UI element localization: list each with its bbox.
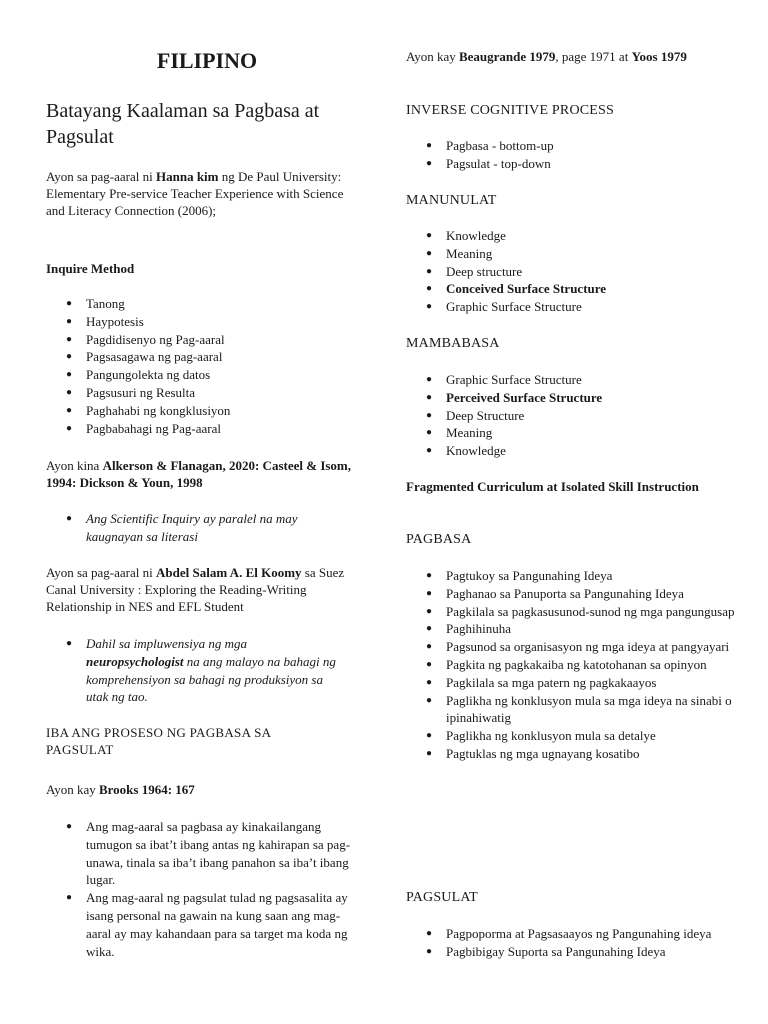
bullet-icon: ● bbox=[66, 315, 73, 327]
inverse-cognitive-heading: INVERSE COGNITIVE PROCESS bbox=[406, 103, 615, 118]
mambabasa-heading: MAMBABASA bbox=[406, 336, 500, 351]
list-item: ● Pagkilala sa pagkasusunod-sunod ng mga pangungusap bbox=[426, 603, 735, 619]
list-item: ● Pagbabahagi ng Pag-aaral bbox=[66, 420, 222, 436]
bullet-icon: ● bbox=[66, 404, 73, 416]
pagbasa-list bbox=[406, 567, 736, 763]
bullet-icon: ● bbox=[426, 730, 433, 742]
bullet-icon: ● bbox=[426, 427, 433, 439]
manunulat-list bbox=[406, 227, 736, 316]
intro-paragraph-hanna-kim: Ayon sa pag-aaral ni Hanna kim ng De Paul University: Elementary Pre-service Teacher Experience with Science and Literacy Connection (2006); bbox=[46, 169, 344, 218]
author-name: Hanna kim bbox=[156, 169, 219, 184]
bullet-icon: ● bbox=[426, 374, 433, 385]
citation-authors: Alkerson & Flanagan, 2020: Casteel & Isom, 1994: Dickson & Youn, 1998 bbox=[46, 458, 352, 490]
list-item: ● Pagtukoy sa Pangunahing Ideya bbox=[426, 568, 613, 583]
paragraph-beaugrande: Ayon kay Beaugrande 1979, page 1971 at Yoos 1979 bbox=[406, 49, 687, 64]
list-item: ● Pagsunod sa organisasyon ng mga ideya at pangyayari bbox=[426, 639, 730, 655]
list-item: ● Knowledge bbox=[426, 228, 506, 243]
pagbasa-heading: PAGBASA bbox=[406, 532, 472, 547]
list-item: ● Tanong bbox=[66, 296, 125, 311]
bullet-icon: ● bbox=[66, 422, 73, 434]
bullet-icon: ● bbox=[426, 265, 433, 277]
bullet-icon: ● bbox=[66, 333, 73, 345]
scientific-inquiry-list bbox=[46, 510, 356, 546]
list-item: ● Pagtuklas ng mga ugnayang kosatibo bbox=[426, 745, 640, 761]
bullet-icon: ● bbox=[66, 369, 73, 381]
list-item: ● Deep Structure bbox=[426, 407, 525, 423]
bullet-icon: ● bbox=[426, 623, 433, 635]
bullet-icon: ● bbox=[426, 409, 433, 421]
bullet-icon: ● bbox=[66, 892, 73, 904]
list-item: ● Graphic Surface Structure bbox=[426, 372, 582, 387]
bullet-icon: ● bbox=[426, 445, 433, 457]
bullet-icon: ● bbox=[426, 140, 433, 151]
list-item: ● Knowledge bbox=[426, 443, 506, 459]
list-item: ● Meaning bbox=[426, 245, 493, 261]
list-item: ● Pagdidisenyo ng Pag-aaral bbox=[66, 331, 225, 347]
list-item: ● Pagkita ng pagkakaiba ng katotohanan sa opinyon bbox=[426, 656, 707, 672]
bullet-icon: ● bbox=[426, 230, 433, 241]
iba-ang-proseso-heading: IBA ANG PROSESO NG PAGBASA SA PAGSULAT bbox=[46, 725, 271, 757]
list-item: ● Pagbibigay Suporta sa Pangunahing Ideya bbox=[426, 943, 666, 959]
inquire-method-list bbox=[46, 295, 368, 437]
bullet-icon: ● bbox=[66, 821, 73, 832]
list-item: ● Paghahabi ng kongklusiyon bbox=[66, 402, 231, 418]
list-item: ● Ang mag-aaral sa pagbasa ay kinakailangang tumugon sa ibat’t ibang antas ng kahirapan sa pag-unawa, tinala sa iba’t ibang panahon sa iba’t ibang lugar. bbox=[66, 819, 351, 888]
list-item: ● Paglikha ng konklusyon mula sa detalye bbox=[426, 728, 656, 744]
list-item: ● Dahil sa impluwensiya ng mga neuropsychologist na ang malayo na bahagi ng komprehensiyon sa bahagi ng produksiyon sa utak ng tao. bbox=[66, 636, 336, 705]
paragraph-el-koomy: Ayon sa pag-aaral ni Abdel Salam A. El Koomy sa Suez Canal University : Exploring the Reading-Writing Relationship in NES and EFL Student bbox=[46, 565, 345, 614]
bullet-icon: ● bbox=[66, 351, 73, 363]
bullet-icon: ● bbox=[426, 570, 433, 581]
list-item: ● Paglikha ng konklusyon mula sa mga ideya na sinabi o ipinahiwatig bbox=[426, 692, 732, 726]
bullet-icon: ● bbox=[426, 605, 433, 617]
bullet-icon: ● bbox=[426, 694, 433, 706]
neuropsychologist-list bbox=[46, 635, 346, 706]
pagsulat-heading: PAGSULAT bbox=[406, 890, 478, 905]
bullet-icon: ● bbox=[426, 391, 433, 403]
brooks-list bbox=[46, 818, 364, 960]
list-item: ● Deep structure bbox=[426, 263, 523, 279]
bullet-icon: ● bbox=[66, 386, 73, 398]
list-item: ● Paghihinuha bbox=[426, 621, 511, 637]
mambabasa-list bbox=[406, 371, 736, 460]
bullet-icon: ● bbox=[426, 658, 433, 670]
manunulat-heading: MANUNULAT bbox=[406, 193, 497, 208]
bullet-icon: ● bbox=[426, 157, 433, 169]
list-item: ● Pagbasa - bottom-up bbox=[426, 138, 554, 153]
list-item: ● Ang Scientific Inquiry ay paralel na may kaugnayan sa literasi bbox=[66, 511, 298, 544]
list-item: ● Graphic Surface Structure bbox=[426, 299, 582, 315]
bullet-icon: ● bbox=[66, 513, 73, 524]
paragraph-alkerson: Ayon kina Alkerson & Flanagan, 2020: Casteel & Isom, 1994: Dickson & Youn, 1998 bbox=[46, 458, 352, 490]
list-item: ● Perceived Surface Structure bbox=[426, 389, 603, 405]
bullet-icon: ● bbox=[426, 747, 433, 759]
author-name: Abdel Salam A. El Koomy bbox=[156, 565, 302, 580]
list-item: ● Pagkilala sa mga patern ng pagkakaayos bbox=[426, 674, 657, 690]
bullet-icon: ● bbox=[426, 301, 433, 313]
list-item: ● Pagpoporma at Pagsasaayos ng Pangunahing ideya bbox=[426, 926, 712, 941]
list-item: ● Conceived Surface Structure bbox=[426, 281, 607, 297]
list-item: ● Pagsasagawa ng pag-aaral bbox=[66, 349, 223, 365]
bullet-icon: ● bbox=[426, 641, 433, 653]
list-item: ● Ang mag-aaral ng pagsulat tulad ng pagsasalita ay isang personal na gawain na kung saan ang mag-aaral ay may kahandaan para sa target ma koda ng wika. bbox=[66, 890, 348, 959]
inverse-cognitive-list bbox=[406, 137, 736, 173]
list-item: ● Pangungolekta ng datos bbox=[66, 367, 211, 383]
bullet-icon: ● bbox=[426, 928, 433, 939]
citation-authors: Brooks 1964: 167 bbox=[98, 782, 195, 797]
page-title: FILIPINO bbox=[156, 48, 258, 73]
bullet-icon: ● bbox=[66, 298, 73, 309]
bullet-icon: ● bbox=[66, 638, 73, 649]
inquire-method-heading: Inquire Method bbox=[46, 261, 135, 276]
paragraph-brooks: Ayon kay Brooks 1964: 167 bbox=[46, 782, 195, 797]
bullet-icon: ● bbox=[426, 247, 433, 259]
bullet-icon: ● bbox=[426, 283, 433, 295]
bullet-icon: ● bbox=[426, 676, 433, 688]
bullet-icon: ● bbox=[426, 945, 433, 957]
pagsulat-list bbox=[406, 925, 736, 961]
list-item: ● Haypotesis bbox=[66, 313, 144, 329]
list-item: ● Pagsulat - top-down bbox=[426, 155, 551, 171]
document-subtitle: Batayang Kaalaman sa Pagbasa at Pagsulat bbox=[46, 100, 320, 148]
list-item: ● Pagsusuri ng Resulta bbox=[66, 384, 196, 400]
list-item: ● Paghanao sa Panuporta sa Pangunahing Ideya bbox=[426, 585, 684, 601]
list-item: ● Meaning bbox=[426, 425, 493, 441]
bullet-icon: ● bbox=[426, 587, 433, 599]
fragmented-curriculum-heading: Fragmented Curriculum at Isolated Skill Instruction bbox=[406, 479, 699, 494]
